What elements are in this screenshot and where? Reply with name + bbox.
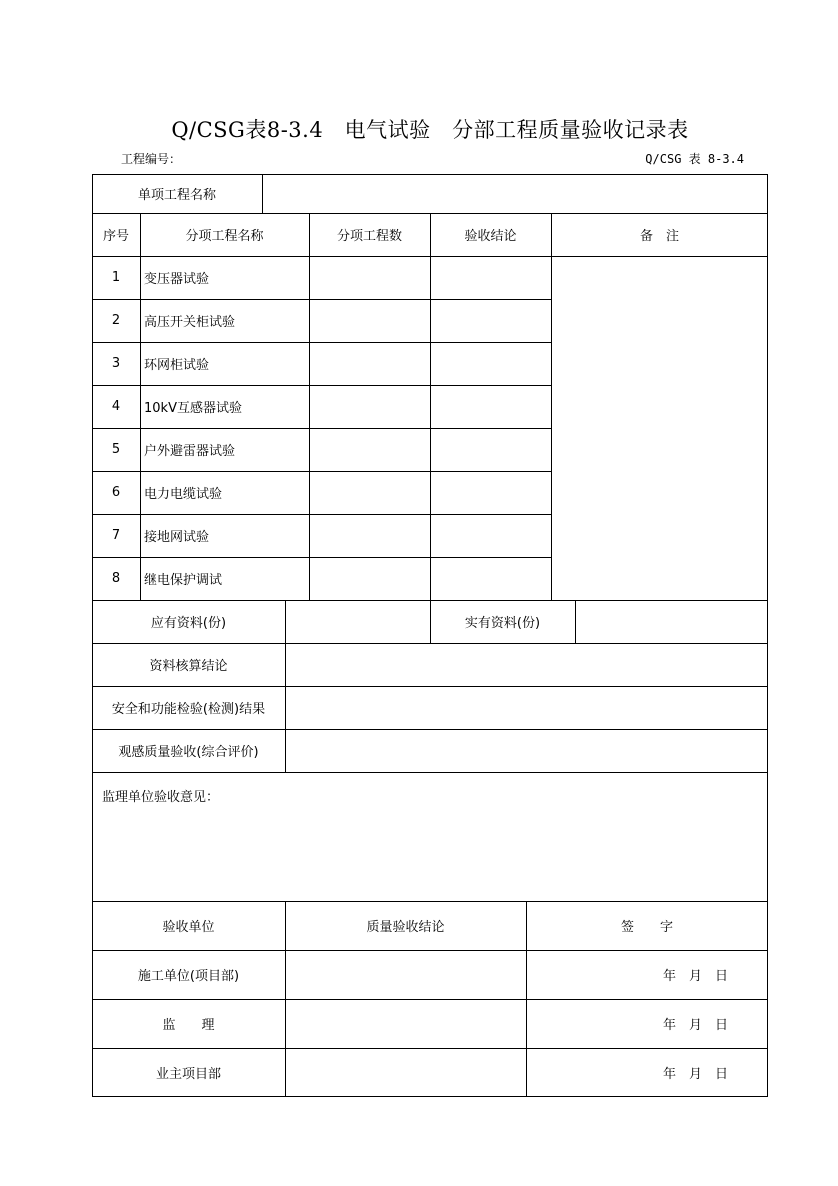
docs-check-label: 资料核算结论	[149, 659, 228, 674]
table-rule	[430, 213, 431, 600]
docs-required-value[interactable]	[285, 600, 430, 643]
row-seq: 5	[111, 442, 121, 457]
unit-project-value[interactable]	[262, 174, 768, 213]
row-name: 10kV互感器试验	[144, 401, 242, 416]
sign-date: 年 月 日	[662, 1067, 728, 1082]
row-name: 继电保护调试	[144, 573, 223, 588]
sign-date: 年 月 日	[662, 1018, 728, 1033]
row-seq: 3	[111, 356, 121, 371]
table-rule	[551, 213, 552, 600]
row-seq: 2	[111, 313, 121, 328]
docs-actual-label: 实有资料(份)	[464, 616, 541, 631]
row-seq: 7	[111, 528, 121, 543]
docs-actual-value[interactable]	[575, 600, 768, 643]
row-name: 高压开关柜试验	[144, 315, 236, 330]
header-seq: 序号	[102, 229, 129, 244]
sign-unit: 监 理	[162, 1018, 215, 1033]
sign-header-unit: 验收单位	[162, 920, 215, 935]
row-seq: 6	[111, 485, 121, 500]
docs-required-label: 应有资料(份)	[150, 616, 227, 631]
supervisor-opinion-label: 监理单位验收意见：	[102, 790, 220, 805]
sign-unit: 施工单位(项目部)	[137, 969, 240, 984]
row-name: 接地网试验	[144, 530, 210, 545]
header-conclusion: 验收结论	[464, 229, 517, 244]
form-code: Q/CSG 表 8-3.4	[645, 152, 744, 166]
row-seq: 4	[111, 399, 121, 414]
header-sub-count: 分项工程数	[336, 229, 402, 244]
page-title: Q/CSG表8-3.4 电气试验 分部工程质量验收记录表	[171, 118, 689, 142]
header-remark: 备 注	[639, 229, 679, 244]
table-rule	[309, 213, 310, 600]
project-no-label: 工程编号：	[121, 152, 182, 166]
row-name: 环网柜试验	[144, 358, 210, 373]
row-seq: 8	[111, 571, 121, 586]
row-seq: 1	[111, 270, 121, 285]
sign-header-quality: 质量验收结论	[366, 920, 445, 935]
row-name: 变压器试验	[144, 272, 210, 287]
unit-project-label: 单项工程名称	[137, 188, 216, 203]
row-name: 电力电缆试验	[144, 487, 223, 502]
safety-label: 安全和功能检验(检测)结果	[111, 702, 266, 717]
header-sub-name: 分项工程名称	[185, 229, 264, 244]
sign-date: 年 月 日	[662, 969, 728, 984]
sign-unit: 业主项目部	[155, 1067, 221, 1082]
sign-header-signature: 签 字	[620, 920, 673, 935]
row-name: 户外避雷器试验	[144, 444, 236, 459]
appearance-label: 观感质量验收(综合评价)	[118, 745, 259, 760]
